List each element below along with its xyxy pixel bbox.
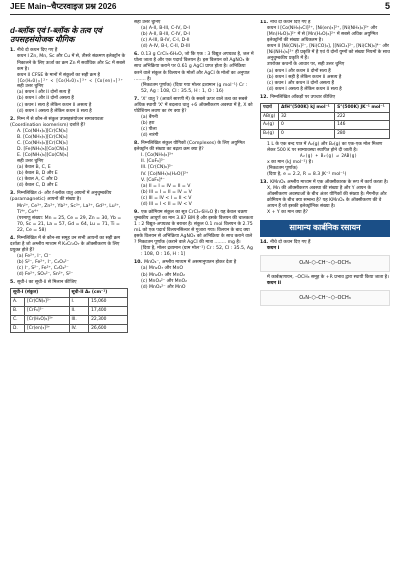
question-14: 14. नीचे दो कथन दिए गए हैं कथन I O₂N–⬡–CH⁻–⬡–OCH₃ में कार्बऋणायन, –OCH₃ समूह के +R प्रभाव द्वारा स्थायी किया जाता है। कथन II O₂N–⬡–CH⁻–⬡–OCH₃ — [260, 240, 390, 306]
question-4: 4. निम्नलिखित में से कौन-सा समूह उन सभी आयनों का सही क्रम दर्शाता है जो अम्लीय माध्यम में K₂Cr₂O₇ के ऑक्सीकरण के लिए प्रयुक्त होते हैं? (a) Fe²⁺, I⁻, Cl⁻ (b) S²⁻, Fe²⁺, I⁻, C₂O₄²⁻ (c) I⁻, S²⁻, Fe²⁺, C₂O₄²⁻ (d) Fe²⁺, SO₃²⁻, Sn²⁺, S²⁻ — [10, 235, 121, 278]
table-row: A₂(g) 0 146 — [261, 121, 390, 130]
structure-1: O₂N–⬡–CH⁻–⬡–OCH₃ — [260, 255, 390, 272]
question-12: 12. निम्नलिखित आँकड़ों पर उपचार कीजिए पदार्थ ΔfH°(500K) kJ mol⁻¹ S°(500K) JK⁻¹ mol⁻¹ AB(g) 32 222 A₂(g) 0 146 B₂(g) 0 280 1 L के एक बन्द पात्र में A₂(g) और B₂(g) का एक-एक मोल मिश्रण लेकर 500 K पर साम्यावस्था स्थापित होने दी जाती है। A₂(g) + B₂(g) ⇌ 2AB(g) x का मान (kJ mol⁻¹) है। (निकटतम पूर्णांक) (दिया है, e = 2.2, R = 8.3 JK⁻¹ mol⁻¹) — [260, 95, 390, 178]
table-row: AB(g) 32 222 — [261, 112, 390, 121]
page-number: 5 — [384, 1, 390, 12]
question-13: 13. KMnO₄ अम्लीय माध्यम में एक ऑक्सीकारक के रूप में कार्य करता है। X, Mn की ऑक्सीकरण अवस्था की संख्या है और Y आयन के ऑक्सीकरण अवस्थाओं के बीच अंतर यौगिकों की संख्या है। मैंगनीज़ और क्रोमियम के बीच क्या सम्बन्ध है? यह KMnO₄ के ऑक्सीकरण की वे आयन हैं जो इसकी इलेक्ट्रॉनिक संख्या है। X + Y का मान क्या है? — [260, 180, 389, 216]
table-row: C. [Cr(H₂O)₆]³⁺ III. 22,300 — [11, 315, 128, 324]
question-11: 11. नीचे दो कथन दिए गए हैं कथन I [Co(NH₃)₅Cl]²⁺, [Ni(en)₃]²⁺, [Ni(NH₃)₆]²⁺ और [Mn(H₂O)₆]²⁺ में से [Mn(H₂O)₆]²⁺ में सबसे अधिक अयुग्मित इलेक्ट्रॉनों की संख्या अधिकतम है। कथन II [Ni(CN)₄]²⁻, [Ni(CO)₄], [[NiCl₄]²⁻, [Ni(CN)₆]⁴⁻ और [Ni(NH₃)₆]²⁺ ही प्रकृति में है एवं ये दोनों युग्मों को संख्या नियमों के साथ अनुचुम्बकीय प्रकृति में हैं। उपरोक्त कथनों के आधार पर, सही उत्तर चुनिए (a) कथन I और कथन II दोनों सत्य हैं (b) कथन I सही है लेकिन कथन II असत्य है (c) कथन I और कथन II दोनों असत्य हैं (d) कथन I असत्य है लेकिन कथन II सत्य है — [260, 20, 390, 92]
question-8: 8. निम्नलिखित संकुल यौगिकों (Complexes) के लिए अयुग्मित इलेक्ट्रॉन की संख्या का बढ़ता क्रम क्या है? I. [Co(NH₃)₆]³⁺ II. [CoF₆]³⁻ III. [Cr(CN)₆]³⁻ IV. [Co(NH₃)₆(H₂O)]²⁺ V. [CoF₆]⁴⁻ (a) II = I = IV = II = V (b) III = I = II = IV = V (c) III = IV < I = II < V (d) III = I < II = IV < V — [134, 141, 245, 207]
question-9: 9. एक क्रोमियम संकुल का सूत्र CrCl₃·6H₂O है। यह केवल चक्रण चुम्बकीय आघूर्ण का मान 3.87 BM है और इसके विलयन की चालकता 1 : 2 विद्युत-अपघट्य के बराबर है। संकुल 0.1 mol विलयन के 2.75 mL को एक पदार्थ विलयनसिल्वर से गुजारा गया। विलयन के बाद क्या इसके विलयन से अभिक्रिया AgNO₃ को अभिक्रिया के साथ कराने वाले ? निकटतम पूर्णांक (कराने वाले AgCl की मात्रा ........ mg है। [दिया है, मोलर द्रव्यमान (ग्राम मोल⁻¹) Cr : 52, Cl : 35.5, Ag : 108, O : 16, H : 1] — [134, 209, 254, 258]
question-6: 6. 0.13 g CrCl₃·6H₂O, जो कि एक : 3 विद्युत अपघट्य है, जल में घोला जाता है और एक पदार्थ विलयन है। इस विलयन को AgNO₃ के साथ अभिक्रिया कराने पर 0.61 g AgCl प्राप्त होता है। अभिक्रिया करने वाले संकुल के विलयन के मोलों और AgCl के मोलों का अनुपात ........ है। (निकटतम पूर्णांक) (दिया गया मोलर द्रव्यमान (g mol⁻¹) Cr : 52, Ag : 108, Cl : 35.5, H : 1, O : 16) — [134, 52, 254, 94]
question-5-answers: सही उत्तर चुनिए (a) A-II, B-III, C-IV, D-I (b) A-II, B-III, C-IV, D-I (c) A-III, B-IV, C-I, D-II (d) A-IV, B-I, C-II, D-III — [134, 20, 190, 50]
table-row: B. [CrF₆]³⁻ II. 17,400 — [11, 306, 128, 315]
option-d: (d) कथन I असत्य है लेकिन कथन II सत्य है — [17, 108, 92, 114]
question-10: 10. MnO₄⁻, अम्लीय माध्यम में असमानुपातन होकर देता है (a) Mn₂O₇ और MnO (b) Mn₂O₇ और MnO₂ (c) MnO₄²⁻ और MnO₂ (d) MnO₄²⁻ और MnO — [134, 260, 237, 290]
page-header — [10, 3, 390, 15]
question-1: 1. नीचे दो कथन दिए गए हैं कथन I Zn, Mn, Sc और Cu में से, तीसरे संक्रमण इलेक्ट्रॉन के निकालने के लिए ऊर्जा का क्रम Zn में सर्वाधिक और Sc में सबसे कम है। कथन II CFSE के मानों में संकुलों का सही क्रम है [Co(H₂O)₆]²⁺ < [Co(H₂O)₆]³⁺ < [Co(en)₃]³⁺ सही उत्तर चुनिए (a) कथन I और II दोनों सत्य हैं (b) कथन I और II दोनों असत्य हैं (c) कथन I सत्य है लेकिन कथन II असत्य है (d) कथन I असत्य है लेकिन कथन II सत्य है — [10, 48, 128, 114]
table-row: B₂(g) 0 280 — [261, 130, 390, 139]
option-a: (a) कथन I और II दोनों सत्य हैं — [17, 90, 71, 96]
column-1 — [10, 20, 128, 560]
match-table: सूची-I (संकुल) सूची-II Δ₀ (cm⁻¹) A. [Cr(CN)₆]³⁻ I. 15,060 B. [CrF₆]³⁻ II. 17,400 C. [Cr(H₂O)₆]³⁺ III. 22,300 D. [Cr(en)₃]³⁺ IV. 26,600 — [10, 288, 128, 333]
option-b: (b) कथन I और II दोनों असत्य हैं — [17, 96, 74, 102]
question-2: 2. निम्न में से कौन-से संकुल उपसहसंयोजन समावयवता (Coordination isomerism) दर्शाते हैं? A. [Co(NH₃)₆][Cr(CN)₆] B. [Co(NH₃)₅][Cr(CN)₆] C. [Co(NH₃)₆][Cr(CN)₆] D. [Fe(NH₃)₅][Co(CN)₆] E. [Co(NH₃)₆][Co(CN)₆] सही उत्तर चुनिए (a) केवल B, C, E (b) केवल B, D और E (c) केवल A, C और D (d) केवल C, D और E — [10, 116, 104, 189]
question-3: 3. निम्नलिखित d- और f-ब्लॉक धातु आयनों में अनुचुम्बकीय (paramagnetic) आयनों की संख्या है। Mn²⁺, Ce³⁺, Zn²⁺, Yb²⁺, Sc³⁺, La³⁺, Gd³⁺, Lu³⁺, Ti⁴⁺, Ce⁴⁺ (परमाणु संख्या: Mn = 25, Ce = 29, Zn = 30, Yb = 70, Sc = 21, La = 57, Gd = 64, Lu = 71, Ti = 22, Ce = 58) — [10, 191, 122, 233]
thermo-table: पदार्थ ΔfH°(500K) kJ mol⁻¹ S°(500K) JK⁻¹ mol⁻¹ AB(g) 32 222 A₂(g) 0 146 B₂(g) 0 280 — [260, 103, 390, 139]
section-banner: सामान्य कार्बनिक रसायन — [260, 220, 390, 237]
question-7: 7. 'X' धातु ? (आवर्त सारणी में) के सबसे ऊपर वाले तत्व का सबसे अधिक स्थायी 'X' में बदलाव धातु +6 ऑक्सीकरण अवस्था में है, X को पोटैशियम लवण का रंग क्या है? (a) बैंगनी (b) हरा (c) पीला (d) नारंगी — [134, 96, 253, 139]
column-2 — [134, 20, 254, 560]
option-c: (c) कथन I सत्य है लेकिन कथन II असत्य है — [17, 102, 92, 108]
section-title: d-ब्लॉक एवं f-ब्लॉक के तत्व एवं उपसहसंयोजक यौगिक — [10, 26, 102, 45]
table-row: D. [Cr(en)₃]³⁺ IV. 26,600 — [11, 324, 128, 333]
question-5: 5. सूची-I का सूची-II से मिलान कीजिए सूची-I (संकुल) सूची-II Δ₀ (cm⁻¹) A. [Cr(CN)₆]³⁻ I. 15,060 B. [CrF₆]³⁻ II. 17,400 C. [Cr(H₂O)₆]³⁺ III. 22,300 D. [Cr(en)₃]³⁺ IV. 26,600 — [10, 280, 128, 333]
structure-2: O₂N–⬡–CH⁻–⬡–OCH₃ — [260, 290, 390, 307]
table-row: A. [Cr(CN)₆]³⁻ I. 15,060 — [11, 298, 128, 307]
column-3 — [260, 20, 390, 560]
running-title: JEE Main~चैप्टरवाइज प्रश्न 2026 — [10, 2, 117, 12]
